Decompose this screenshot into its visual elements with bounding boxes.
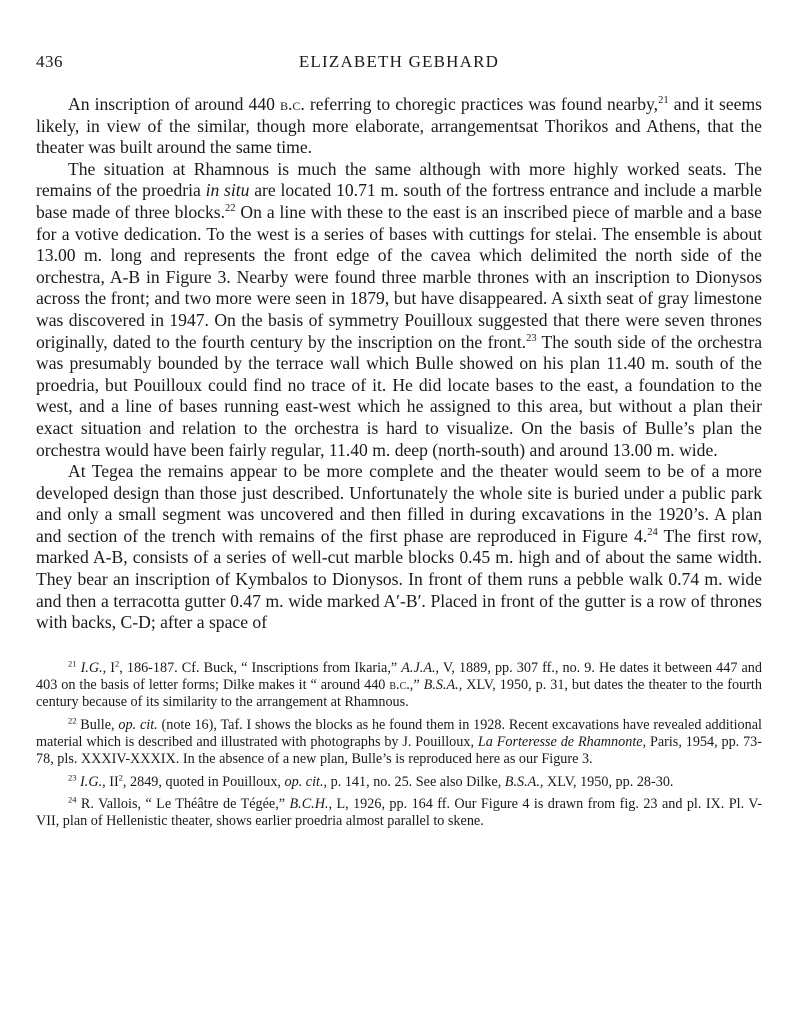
text-run: , V, 1889, pp. 307 ff., no. 9. He dates it between 447 and 403 on the basis of letter forms; Dilke makes it “ around 440 — [36, 659, 762, 694]
text-run: At Tegea the remains appear to be more complete and the theater would seem to be of a more developed design than those just described. Unfortunately the whole site is buried under a public park and only a small segment was uncovered and then filled in during excavations in the 1920’s. A plan and section of the trench with remains of the first phase are reproduced in Figure 4. — [36, 461, 762, 546]
page — [36, 52, 762, 836]
running-head-author: ELIZABETH GEBHARD — [298, 52, 500, 71]
note-marker: 21 — [658, 95, 669, 107]
text-run: , 2849, quoted in Pouilloux, — [122, 773, 285, 790]
italic-text: I.G. — [80, 773, 103, 790]
text-run: are located 10.71 m. south of the fortress entrance and include a marble base made of three blocks. — [36, 180, 762, 222]
note-marker: 22 — [68, 715, 77, 725]
footnote — [36, 771, 762, 791]
text-run: , XLV, 1950, p. 31, but dates the theater to the fourth century because of its similarity to the arrangement at Rhamnous. — [36, 677, 762, 711]
text-run: Bulle, — [76, 716, 119, 733]
text-run: , 186-187. Cf. Buck, “ Inscriptions from Ikaria,” — [119, 659, 402, 676]
note-marker: 2 — [115, 658, 120, 669]
note-marker: 24 — [647, 527, 658, 539]
italic-text: B.S.A. — [504, 773, 540, 790]
note-marker: 22 — [225, 203, 236, 215]
text-run: and it seems likely, in view of the similar, though more elaborate, arrangementsat Thorikos and Athens, that the theater was built around the same time. — [36, 94, 762, 158]
text-run: An inscription of around 440 — [68, 94, 280, 114]
text-run: referring to choregic practices was found nearby, — [304, 94, 659, 114]
small-caps-text: b.c. — [389, 677, 410, 694]
italic-text: La Forteresse de Rhamnonte — [477, 734, 643, 751]
running-head — [36, 52, 762, 80]
footnotes — [36, 660, 762, 831]
body-paragraph — [36, 461, 762, 634]
italic-text: op. cit. — [284, 773, 324, 790]
italic-text: B.C.H. — [289, 795, 329, 812]
italic-text: op. cit. — [118, 716, 158, 733]
text-run: , XLV, 1950, pp. 28-30. — [539, 773, 674, 790]
text-run: On a line with these to the east is an inscribed piece of marble and a base for a votive dedication. To the west is a series of bases with cuttings for stelai. The ensemble is about 13.00 m. long and represents the front edge of the cavea which delimited the north side of the orchestra, A-B in Figure 3. Nearby were found three marble thrones with an inscription to Dionysos across the front; and two more were seen in 1879, but have disappeared. A sixth seat of gray limestone was discovered in 1947. On the basis of symmetry Pouilloux suggested that there were seven thrones originally, dated to the fourth century by the inscription on the front. — [36, 201, 762, 352]
italic-text: B.S.A. — [423, 677, 459, 694]
text-run: ,” — [409, 677, 424, 694]
footnote — [36, 717, 762, 769]
note-marker: 23 — [68, 771, 77, 782]
text-run: , II — [102, 773, 119, 790]
footnote — [36, 660, 762, 712]
note-marker: 21 — [68, 658, 77, 669]
body-text — [36, 94, 762, 634]
body-paragraph — [36, 159, 762, 461]
text-run: , L, 1926, pp. 164 ff. Our Figure 4 is drawn from fig. 23 and pl. IX. Pl. V-VII, plan of Hellenistic theater, shows earlier proedria almost parallel to skene. — [36, 795, 762, 830]
text-run: , Paris, 1954, pp. 73-78, pls. XXXIV-XXXIX. In the absence of a new plan, Bulle’s is reproduced here as our Figure 3. — [36, 734, 762, 768]
text-run: R. Vallois, “ Le Théâtre de Tégée,” — [76, 795, 290, 812]
footnote — [36, 796, 762, 831]
italic-text: in situ — [205, 180, 250, 201]
note-marker: 2 — [118, 771, 123, 782]
note-marker: 23 — [526, 332, 537, 344]
page-number: 436 — [36, 52, 63, 71]
text-run: The situation at Rhamnous is much the same although with more highly worked seats. The remains of the proedria — [36, 158, 762, 201]
small-caps-text: b.c. — [279, 94, 305, 114]
text-run: The first row, marked A-B, consists of a series of well-cut marble blocks 0.45 m. high and of about the same width. They bear an inscription of Kymbalos to Dionysos. In front of them runs a pebble walk 0.74 m. wide and then a terracotta gutter 0.47 m. wide marked A′-B′. Placed in front of the gutter is a row of thrones with backs, C-D; after a space of — [36, 525, 762, 633]
text-run: , I — [102, 659, 116, 676]
note-marker: 24 — [68, 794, 77, 805]
text-run: The south side of the orchestra was presumably bounded by the terrace wall which Bulle showed on his plan 11.40 m. south of the proedria, but Pouilloux could find no trace of it. He did locate bases to the east, a foundation to the west, and a line of bases running east-west which he assigned to this area, but without a plan their exact situation and relation to the orchestra is hard to visualize. On the basis of Bulle’s plan the orchestra would have been fairly regular, 11.40 m. deep (north-south) and around 13.00 m. wide. — [36, 331, 763, 460]
body-paragraph — [36, 94, 762, 159]
italic-text: A.J.A. — [401, 659, 436, 676]
text-run: , p. 141, no. 25. See also Dilke, — [323, 773, 505, 790]
italic-text: I.G. — [80, 659, 103, 676]
text-run: (note 16), Taf. I shows the blocks as he found them in 1928. Recent excavations have revealed additional material which is described and illustrated with photographs by J. Pouilloux, — [36, 716, 762, 751]
